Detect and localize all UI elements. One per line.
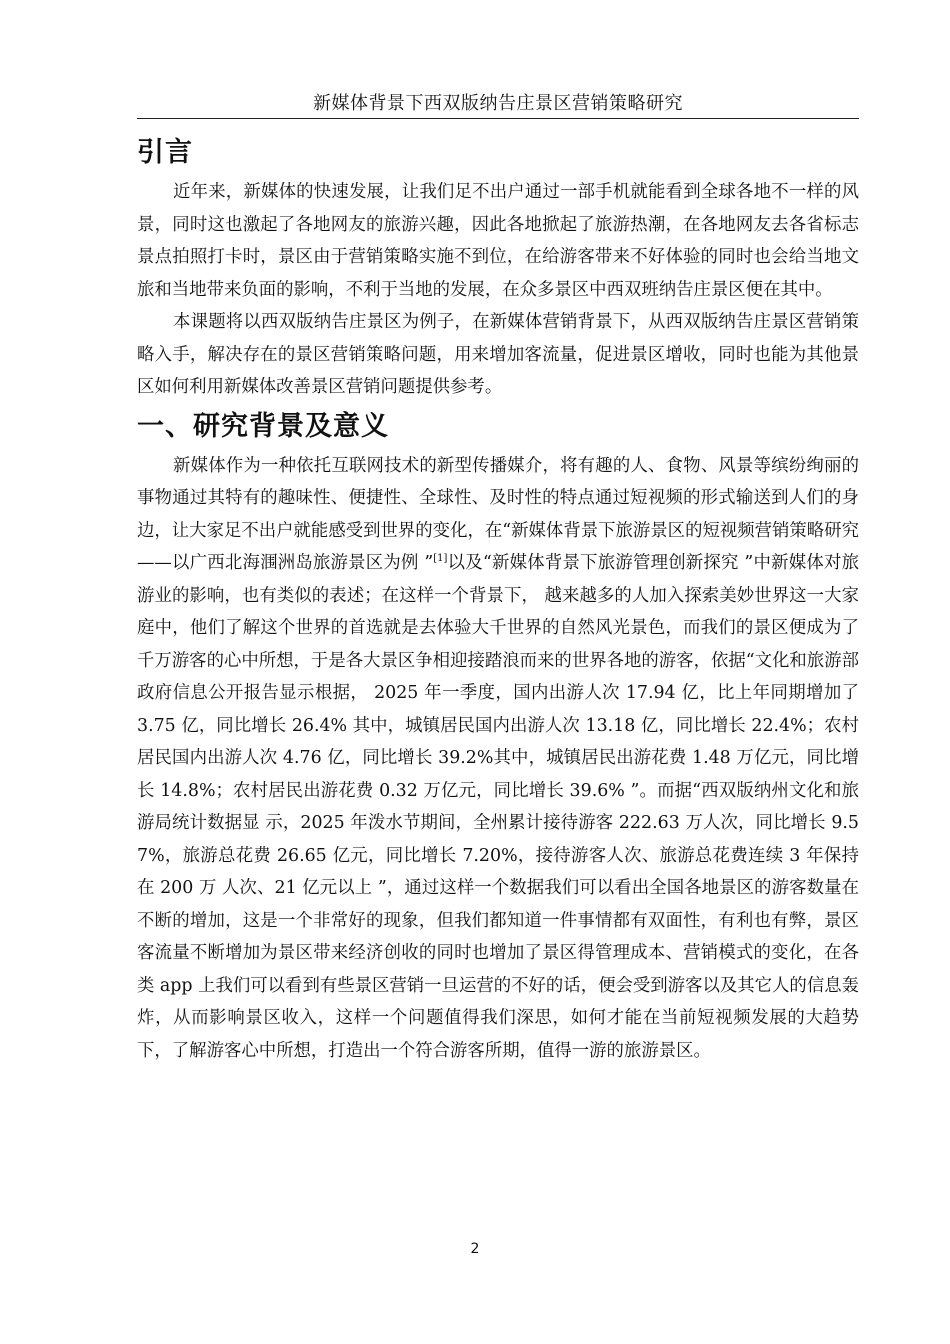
intro-paragraph-1: 近年来，新媒体的快速发展，让我们足不出户通过一部手机就能看到全球各地不一样的风景，同时这也激起了各地网友的旅游兴趣，因此各地掀起了旅游热潮，在各地网友去各省标志景点拍照打卡时，景区由于营销策略实施不到位，在给游客带来不好体验的同时也会给当地文旅和当地带来负面的影响，不利于当地的发展，在众多景区中西双班纳告庄景区便在其中。 [137,182,859,300]
reference-mark: [1] [433,553,448,564]
background-text-part-1: 新媒体作为一种依托互联网技术的新型传播媒介，将有趣的人、食物、风景等缤纷绚丽的事物通过其特有的趣味性、便捷性、全球性、及时性的特点通过短视频的形式输送到人们的身边，让大家足不出户就能感受到世界的变化，在“新媒体背景下旅游景区的短视频营销策略研究 ——以广西北海涠洲岛旅游景区为例 ” [137,455,859,573]
header-rule [137,118,859,119]
intro-paragraph-2: 本课题将以西双版纳告庄景区为例子，在新媒体营销背景下，从西双版纳告庄景区营销策略入手，解决存在的景区营销策略问题，用来增加客流量，促进景区增收，同时也能为其他景区如何利用新媒体改善景区营销问题提供参考。 [137,312,859,397]
running-header-title: 新媒体背景下西双版纳告庄景区营销策略研究 [313,93,683,114]
background-text-part-2: 以及“新媒体背景下旅游管理创新探究 ”中新媒体对旅游业的影响，也有类似的表述；在这样一个背景下， 越来越多的人加入探索美妙世界这一大家庭中，他们了解这个世界的首选就是去体验大千世界的自然风光景色，而我们的景区便成为了千万游客的心中所想，于是各大景区争相迎接踏浪而来的世界各地的游客，依据“文化和旅游部政府信息公开报告显示根据， 2025 年一季度，国内出游人次 17.94 亿，比上年同期增加了 3.75 亿，同比增长 26.4% 其中，城镇居民国内出游人次 13.18 亿，同比增长 22.4%；农村居民国内出游人次 4.76 亿，同比增长 39.2%其中，城镇居民出游花费 1.48 万亿元，同比增长 14.8%；农村居民出游花费 0.32 万亿元，同比增长 39.6% ”。而据“西双版纳州文化和旅游局统计数据显 示，2025 年泼水节期间，全州累计接待游客 222.63 万人次，同比增长 9.57%，旅游总花费 26.65 亿元，同比增长 7.20%，接待游客人次、旅游总花费连续 3 年保持在 200 万 人次、21 亿元以上 ”，通过这样一个数据我们可以看出全国各地景区的游客数量在不断的增加，这是一个非常好的现象，但我们都知道一件事情都有双面性，有利也有弊，景区客流量不断增加为景区带来经济创收的同时也增加了景区得管理成本、营销模式的变化，在各类 app 上我们可以看到有些景区营销一旦运营的不好的话，便会受到游客以及其它人的信息轰炸，从而影响景区收入，这样一个问题值得我们深思，如何才能在当前短视频发展的大趋势下，了解游客心中所想，打造出一个符合游客所期，值得一游的旅游景区。 [137,553,859,1061]
page-content [137,130,859,1067]
background-heading: 一、研究背景及意义 [137,410,389,442]
intro-heading: 引言 [137,137,193,168]
background-paragraph [137,450,859,1068]
page-number: 2 [470,1241,480,1257]
